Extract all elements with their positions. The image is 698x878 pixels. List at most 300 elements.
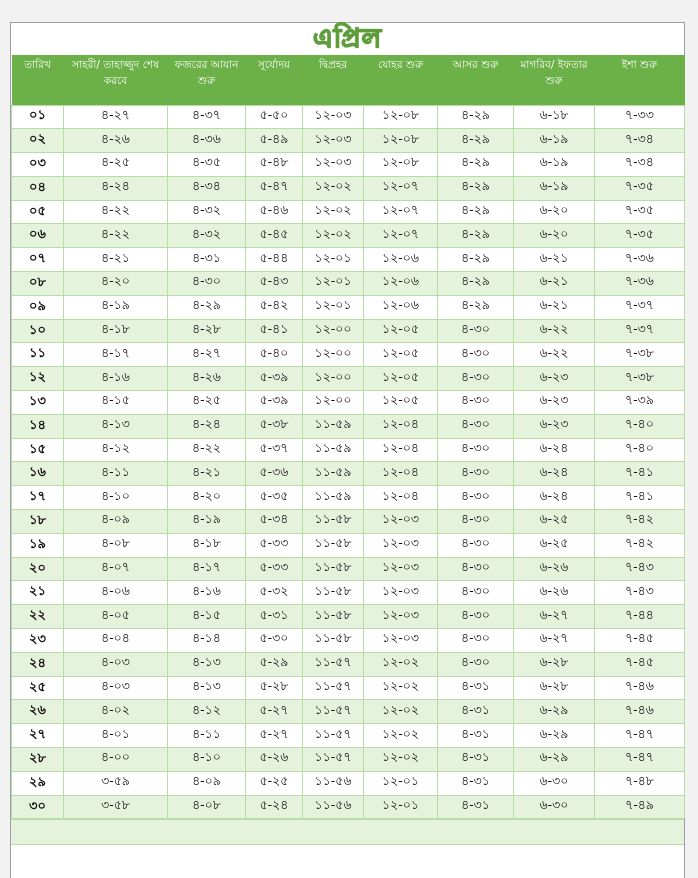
noon-cell: ১২-০৩ bbox=[303, 129, 364, 153]
sehri-cell: ৪-০২ bbox=[64, 700, 168, 724]
table-row bbox=[12, 105, 685, 129]
date-cell: ২৬ bbox=[12, 700, 64, 724]
table-row bbox=[12, 248, 685, 272]
sunrise-cell: ৫-৩৩ bbox=[246, 557, 303, 581]
noon-cell: ১১-৫৯ bbox=[303, 414, 364, 438]
maghrib-cell: ৬-১৯ bbox=[514, 153, 595, 177]
fajr-cell: ৪-১৩ bbox=[168, 652, 246, 676]
fajr-cell: ৪-১৩ bbox=[168, 676, 246, 700]
zuhr-cell: ১২-০২ bbox=[364, 652, 438, 676]
sunrise-cell: ৫-৪১ bbox=[246, 319, 303, 343]
table-row bbox=[12, 724, 685, 748]
maghrib-cell: ৬-২৩ bbox=[514, 391, 595, 415]
sehri-cell: ৪-২৪ bbox=[64, 176, 168, 200]
table-row bbox=[12, 795, 685, 819]
isha-cell: ৭-৩৬ bbox=[595, 248, 685, 272]
fajr-cell: ৪-২৬ bbox=[168, 367, 246, 391]
asr-cell: ৪-২৯ bbox=[438, 129, 514, 153]
sunrise-cell: ৫-২৭ bbox=[246, 700, 303, 724]
asr-cell: ৪-২৯ bbox=[438, 153, 514, 177]
zuhr-cell: ১২-০২ bbox=[364, 724, 438, 748]
table-row bbox=[12, 510, 685, 534]
zuhr-cell: ১২-০৫ bbox=[364, 391, 438, 415]
noon-cell: ১২-০২ bbox=[303, 176, 364, 200]
asr-cell: ৪-৩০ bbox=[438, 414, 514, 438]
zuhr-cell: ১২-০৬ bbox=[364, 272, 438, 296]
noon-cell: ১১-৫৮ bbox=[303, 605, 364, 629]
maghrib-cell: ৬-২৬ bbox=[514, 581, 595, 605]
date-cell: ২৫ bbox=[12, 676, 64, 700]
maghrib-cell: ৬-২০ bbox=[514, 200, 595, 224]
sehri-cell: ৪-২২ bbox=[64, 200, 168, 224]
sunrise-cell: ৫-২৬ bbox=[246, 748, 303, 772]
zuhr-cell: ১২-০৩ bbox=[364, 605, 438, 629]
date-cell: ২০ bbox=[12, 557, 64, 581]
table-row bbox=[12, 391, 685, 415]
fajr-cell: ৪-১৫ bbox=[168, 605, 246, 629]
date-cell: ০৭ bbox=[12, 248, 64, 272]
maghrib-cell: ৬-২১ bbox=[514, 248, 595, 272]
header-asr: আসর শুরু bbox=[438, 55, 514, 105]
fajr-cell: ৪-৩০ bbox=[168, 272, 246, 296]
fajr-cell: ৪-১২ bbox=[168, 700, 246, 724]
isha-cell: ৭-৪৫ bbox=[595, 629, 685, 653]
table-row bbox=[12, 700, 685, 724]
date-cell: ২৪ bbox=[12, 652, 64, 676]
date-cell: ০৪ bbox=[12, 176, 64, 200]
noon-cell: ১১-৫৯ bbox=[303, 486, 364, 510]
date-cell: ১৮ bbox=[12, 510, 64, 534]
fajr-cell: ৪-২২ bbox=[168, 438, 246, 462]
date-cell: ০৩ bbox=[12, 153, 64, 177]
sunrise-cell: ৫-২৪ bbox=[246, 795, 303, 819]
table-row bbox=[12, 224, 685, 248]
maghrib-cell: ৬-৩০ bbox=[514, 795, 595, 819]
asr-cell: ৪-২৯ bbox=[438, 248, 514, 272]
zuhr-cell: ১২-০৫ bbox=[364, 343, 438, 367]
date-cell: ২২ bbox=[12, 605, 64, 629]
asr-cell: ৪-৩০ bbox=[438, 391, 514, 415]
zuhr-cell: ১২-০৭ bbox=[364, 200, 438, 224]
isha-cell: ৭-৩৪ bbox=[595, 153, 685, 177]
date-cell: ২৯ bbox=[12, 771, 64, 795]
noon-cell: ১১-৫৮ bbox=[303, 510, 364, 534]
header-sunrise: সূর্যোদয় bbox=[246, 55, 303, 105]
zuhr-cell: ১২-০৩ bbox=[364, 533, 438, 557]
sehri-cell: ৪-১৫ bbox=[64, 391, 168, 415]
noon-cell: ১২-০৩ bbox=[303, 153, 364, 177]
isha-cell: ৭-৩৫ bbox=[595, 200, 685, 224]
sehri-cell: ৪-১৮ bbox=[64, 319, 168, 343]
zuhr-cell: ১২-০৭ bbox=[364, 176, 438, 200]
sunrise-cell: ৫-৪৬ bbox=[246, 200, 303, 224]
asr-cell: ৪-৩১ bbox=[438, 700, 514, 724]
sehri-cell: ৪-১৬ bbox=[64, 367, 168, 391]
noon-cell: ১২-০৩ bbox=[303, 105, 364, 129]
isha-cell: ৭-৪৫ bbox=[595, 652, 685, 676]
isha-cell: ৭-৪০ bbox=[595, 414, 685, 438]
date-cell: ০১ bbox=[12, 105, 64, 129]
isha-cell: ৭-৩৭ bbox=[595, 319, 685, 343]
asr-cell: ৪-২৯ bbox=[438, 272, 514, 296]
fajr-cell: ৪-১৭ bbox=[168, 557, 246, 581]
isha-cell: ৭-৪৯ bbox=[595, 795, 685, 819]
asr-cell: ৪-৩০ bbox=[438, 510, 514, 534]
noon-cell: ১১-৫৮ bbox=[303, 629, 364, 653]
isha-cell: ৭-৩৭ bbox=[595, 295, 685, 319]
asr-cell: ৪-২৯ bbox=[438, 176, 514, 200]
maghrib-cell: ৬-২২ bbox=[514, 319, 595, 343]
noon-cell: ১২-০২ bbox=[303, 200, 364, 224]
date-cell: ০২ bbox=[12, 129, 64, 153]
fajr-cell: ৪-৩৫ bbox=[168, 153, 246, 177]
date-cell: ০৯ bbox=[12, 295, 64, 319]
date-cell: ১০ bbox=[12, 319, 64, 343]
header-sehri: সাহরী/ তাহাজ্জুদ শেষ করবে bbox=[64, 55, 168, 105]
table-row bbox=[12, 176, 685, 200]
asr-cell: ৪-৩০ bbox=[438, 486, 514, 510]
isha-cell: ৭-৪০ bbox=[595, 438, 685, 462]
isha-cell: ৭-৪৩ bbox=[595, 557, 685, 581]
maghrib-cell: ৬-১৮ bbox=[514, 105, 595, 129]
sehri-cell: ৪-২৭ bbox=[64, 105, 168, 129]
date-cell: ১৩ bbox=[12, 391, 64, 415]
maghrib-cell: ৬-২৪ bbox=[514, 462, 595, 486]
sunrise-cell: ৫-২৫ bbox=[246, 771, 303, 795]
sunrise-cell: ৫-৩৫ bbox=[246, 486, 303, 510]
header-date: তারিখ bbox=[12, 55, 64, 105]
sunrise-cell: ৫-২৯ bbox=[246, 652, 303, 676]
date-cell: ২৩ bbox=[12, 629, 64, 653]
sehri-cell: ৪-০৪ bbox=[64, 629, 168, 653]
maghrib-cell: ৬-২৭ bbox=[514, 629, 595, 653]
header-row bbox=[12, 55, 685, 105]
sehri-cell: ৪-০৮ bbox=[64, 533, 168, 557]
table-row bbox=[12, 295, 685, 319]
asr-cell: ৪-৩১ bbox=[438, 676, 514, 700]
zuhr-cell: ১২-০৩ bbox=[364, 510, 438, 534]
zuhr-cell: ১২-০৪ bbox=[364, 438, 438, 462]
asr-cell: ৪-৩০ bbox=[438, 438, 514, 462]
table-row bbox=[12, 367, 685, 391]
maghrib-cell: ৬-২৮ bbox=[514, 652, 595, 676]
noon-cell: ১২-০০ bbox=[303, 319, 364, 343]
sehri-cell: ৪-২৬ bbox=[64, 129, 168, 153]
maghrib-cell: ৬-২৩ bbox=[514, 367, 595, 391]
sehri-cell: ৪-২০ bbox=[64, 272, 168, 296]
zuhr-cell: ১২-০১ bbox=[364, 795, 438, 819]
sehri-cell: ৪-১১ bbox=[64, 462, 168, 486]
date-cell: ২১ bbox=[12, 581, 64, 605]
maghrib-cell: ৬-২০ bbox=[514, 224, 595, 248]
isha-cell: ৭-৪৬ bbox=[595, 676, 685, 700]
sehri-cell: ৪-০৩ bbox=[64, 652, 168, 676]
asr-cell: ৪-২৯ bbox=[438, 224, 514, 248]
sunrise-cell: ৫-৪৫ bbox=[246, 224, 303, 248]
asr-cell: ৪-৩১ bbox=[438, 771, 514, 795]
zuhr-cell: ১২-০৪ bbox=[364, 414, 438, 438]
isha-cell: ৭-৩৮ bbox=[595, 343, 685, 367]
zuhr-cell: ১২-০৭ bbox=[364, 224, 438, 248]
fajr-cell: ৪-২৪ bbox=[168, 414, 246, 438]
sehri-cell: ৪-০৫ bbox=[64, 605, 168, 629]
zuhr-cell: ১২-০৮ bbox=[364, 153, 438, 177]
maghrib-cell: ৬-২১ bbox=[514, 272, 595, 296]
sehri-cell: ৪-২৫ bbox=[64, 153, 168, 177]
isha-cell: ৭-৪৭ bbox=[595, 748, 685, 772]
sehri-cell: ৪-১২ bbox=[64, 438, 168, 462]
isha-cell: ৭-৪৭ bbox=[595, 724, 685, 748]
sunrise-cell: ৫-৩৩ bbox=[246, 533, 303, 557]
date-cell: ৩০ bbox=[12, 795, 64, 819]
asr-cell: ৪-৩০ bbox=[438, 462, 514, 486]
isha-cell: ৭-৩৫ bbox=[595, 224, 685, 248]
zuhr-cell: ১২-০২ bbox=[364, 700, 438, 724]
fajr-cell: ৪-১০ bbox=[168, 748, 246, 772]
maghrib-cell: ৬-২৩ bbox=[514, 414, 595, 438]
isha-cell: ৭-৪১ bbox=[595, 486, 685, 510]
asr-cell: ৪-২৯ bbox=[438, 200, 514, 224]
asr-cell: ৪-৩০ bbox=[438, 629, 514, 653]
header-fajr: ফজরের আযান শুরু bbox=[168, 55, 246, 105]
noon-cell: ১১-৫৬ bbox=[303, 795, 364, 819]
isha-cell: ৭-৪৮ bbox=[595, 771, 685, 795]
date-cell: ০৮ bbox=[12, 272, 64, 296]
fajr-cell: ৪-১৮ bbox=[168, 533, 246, 557]
fajr-cell: ৪-৩২ bbox=[168, 224, 246, 248]
maghrib-cell: ৬-২৬ bbox=[514, 557, 595, 581]
maghrib-cell: ৬-১৯ bbox=[514, 176, 595, 200]
noon-cell: ১১-৫৭ bbox=[303, 700, 364, 724]
prayer-timetable-sheet bbox=[10, 22, 685, 878]
maghrib-cell: ৬-২১ bbox=[514, 295, 595, 319]
sunrise-cell: ৫-৩৮ bbox=[246, 414, 303, 438]
sehri-cell: ৪-১৭ bbox=[64, 343, 168, 367]
sunrise-cell: ৫-৪৮ bbox=[246, 153, 303, 177]
asr-cell: ৪-২৯ bbox=[438, 295, 514, 319]
table-row bbox=[12, 200, 685, 224]
date-cell: ১৫ bbox=[12, 438, 64, 462]
zuhr-cell: ১২-০৪ bbox=[364, 486, 438, 510]
zuhr-cell: ১২-০৫ bbox=[364, 319, 438, 343]
table-row bbox=[12, 343, 685, 367]
table-row bbox=[12, 748, 685, 772]
asr-cell: ৪-৩০ bbox=[438, 319, 514, 343]
zuhr-cell: ১২-০৮ bbox=[364, 129, 438, 153]
asr-cell: ৪-৩০ bbox=[438, 605, 514, 629]
sunrise-cell: ৫-৩১ bbox=[246, 605, 303, 629]
fajr-cell: ৪-৩২ bbox=[168, 200, 246, 224]
sunrise-cell: ৫-৫০ bbox=[246, 105, 303, 129]
fajr-cell: ৪-১৪ bbox=[168, 629, 246, 653]
fajr-cell: ৪-২৫ bbox=[168, 391, 246, 415]
table-row bbox=[12, 533, 685, 557]
date-cell: ২৮ bbox=[12, 748, 64, 772]
fajr-cell: ৪-০৮ bbox=[168, 795, 246, 819]
asr-cell: ৪-৩১ bbox=[438, 748, 514, 772]
table-row bbox=[12, 462, 685, 486]
fajr-cell: ৪-৩৪ bbox=[168, 176, 246, 200]
asr-cell: ৪-৩০ bbox=[438, 557, 514, 581]
fajr-cell: ৪-২১ bbox=[168, 462, 246, 486]
noon-cell: ১১-৫৮ bbox=[303, 581, 364, 605]
maghrib-cell: ৬-২৫ bbox=[514, 533, 595, 557]
header-noon: দ্বিপ্রহর bbox=[303, 55, 364, 105]
isha-cell: ৭-৪৬ bbox=[595, 700, 685, 724]
table-row bbox=[12, 629, 685, 653]
date-cell: ২৭ bbox=[12, 724, 64, 748]
asr-cell: ৪-৩০ bbox=[438, 367, 514, 391]
table-row bbox=[12, 676, 685, 700]
noon-cell: ১১-৫৮ bbox=[303, 557, 364, 581]
fajr-cell: ৪-২৯ bbox=[168, 295, 246, 319]
noon-cell: ১১-৫৯ bbox=[303, 438, 364, 462]
maghrib-cell: ৬-৩০ bbox=[514, 771, 595, 795]
empty-footer-row bbox=[11, 819, 684, 845]
sunrise-cell: ৫-৪২ bbox=[246, 295, 303, 319]
sunrise-cell: ৫-৩৪ bbox=[246, 510, 303, 534]
fajr-cell: ৪-৩১ bbox=[168, 248, 246, 272]
fajr-cell: ৪-৩৬ bbox=[168, 129, 246, 153]
isha-cell: ৭-৩৮ bbox=[595, 367, 685, 391]
noon-cell: ১২-০০ bbox=[303, 343, 364, 367]
sunrise-cell: ৫-৪৭ bbox=[246, 176, 303, 200]
fajr-cell: ৪-২৭ bbox=[168, 343, 246, 367]
isha-cell: ৭-৪৪ bbox=[595, 605, 685, 629]
noon-cell: ১১-৫৭ bbox=[303, 748, 364, 772]
maghrib-cell: ৬-২৯ bbox=[514, 724, 595, 748]
fajr-cell: ৪-১৯ bbox=[168, 510, 246, 534]
table-row bbox=[12, 771, 685, 795]
isha-cell: ৭-৩৬ bbox=[595, 272, 685, 296]
date-cell: ০৬ bbox=[12, 224, 64, 248]
sunrise-cell: ৫-৪৯ bbox=[246, 129, 303, 153]
maghrib-cell: ৬-২৪ bbox=[514, 438, 595, 462]
sehri-cell: ৪-১৩ bbox=[64, 414, 168, 438]
zuhr-cell: ১২-০১ bbox=[364, 771, 438, 795]
noon-cell: ১১-৫৭ bbox=[303, 652, 364, 676]
asr-cell: ৪-২৯ bbox=[438, 105, 514, 129]
isha-cell: ৭-৪৩ bbox=[595, 581, 685, 605]
noon-cell: ১১-৫৬ bbox=[303, 771, 364, 795]
sehri-cell: ৪-২২ bbox=[64, 224, 168, 248]
table-row bbox=[12, 414, 685, 438]
fajr-cell: ৪-২০ bbox=[168, 486, 246, 510]
noon-cell: ১২-০১ bbox=[303, 272, 364, 296]
zuhr-cell: ১২-০২ bbox=[364, 676, 438, 700]
sehri-cell: ৪-০৭ bbox=[64, 557, 168, 581]
header-isha: ইশা শুরু bbox=[595, 55, 685, 105]
maghrib-cell: ৬-১৯ bbox=[514, 129, 595, 153]
sehri-cell: ৪-০৯ bbox=[64, 510, 168, 534]
date-cell: ১৯ bbox=[12, 533, 64, 557]
month-title: এপ্রিল bbox=[313, 24, 382, 54]
sunrise-cell: ৫-৩৭ bbox=[246, 438, 303, 462]
zuhr-cell: ১২-০৬ bbox=[364, 248, 438, 272]
sehri-cell: ৪-০৩ bbox=[64, 676, 168, 700]
noon-cell: ১২-০০ bbox=[303, 367, 364, 391]
header-zuhr: যোহর শুরু bbox=[364, 55, 438, 105]
zuhr-cell: ১২-০৩ bbox=[364, 629, 438, 653]
asr-cell: ৪-৩০ bbox=[438, 652, 514, 676]
noon-cell: ১১-৫৭ bbox=[303, 724, 364, 748]
zuhr-cell: ১২-০৬ bbox=[364, 295, 438, 319]
sunrise-cell: ৫-৩৯ bbox=[246, 367, 303, 391]
asr-cell: ৪-৩০ bbox=[438, 343, 514, 367]
sunrise-cell: ৫-৩৬ bbox=[246, 462, 303, 486]
prayer-time-table bbox=[11, 55, 685, 819]
maghrib-cell: ৬-২৫ bbox=[514, 510, 595, 534]
date-cell: ১৬ bbox=[12, 462, 64, 486]
maghrib-cell: ৬-২৯ bbox=[514, 748, 595, 772]
noon-cell: ১১-৫৮ bbox=[303, 533, 364, 557]
date-cell: ১৪ bbox=[12, 414, 64, 438]
sunrise-cell: ৫-৪৩ bbox=[246, 272, 303, 296]
zuhr-cell: ১২-০৪ bbox=[364, 462, 438, 486]
isha-cell: ৭-৪১ bbox=[595, 462, 685, 486]
maghrib-cell: ৬-২৮ bbox=[514, 676, 595, 700]
table-row bbox=[12, 319, 685, 343]
sehri-cell: ৪-১০ bbox=[64, 486, 168, 510]
sunrise-cell: ৫-২৭ bbox=[246, 724, 303, 748]
sunrise-cell: ৫-২৮ bbox=[246, 676, 303, 700]
noon-cell: ১২-০১ bbox=[303, 295, 364, 319]
date-cell: ১৭ bbox=[12, 486, 64, 510]
noon-cell: ১১-৫৭ bbox=[303, 676, 364, 700]
noon-cell: ১২-০১ bbox=[303, 248, 364, 272]
sunrise-cell: ৫-৪৪ bbox=[246, 248, 303, 272]
asr-cell: ৪-৩১ bbox=[438, 724, 514, 748]
sehri-cell: ৪-০১ bbox=[64, 724, 168, 748]
isha-cell: ৭-৪২ bbox=[595, 533, 685, 557]
asr-cell: ৪-৩০ bbox=[438, 533, 514, 557]
zuhr-cell: ১২-০২ bbox=[364, 748, 438, 772]
date-cell: ১১ bbox=[12, 343, 64, 367]
isha-cell: ৭-৩৩ bbox=[595, 105, 685, 129]
header-maghrib: মাগরিব/ ইফতার শুরু bbox=[514, 55, 595, 105]
sehri-cell: ৩-৫৯ bbox=[64, 771, 168, 795]
noon-cell: ১১-৫৯ bbox=[303, 462, 364, 486]
sehri-cell: ৪-০৬ bbox=[64, 581, 168, 605]
asr-cell: ৪-৩০ bbox=[438, 581, 514, 605]
fajr-cell: ৪-১৬ bbox=[168, 581, 246, 605]
sunrise-cell: ৫-৩২ bbox=[246, 581, 303, 605]
sunrise-cell: ৫-৩০ bbox=[246, 629, 303, 653]
maghrib-cell: ৬-২৪ bbox=[514, 486, 595, 510]
zuhr-cell: ১২-০৮ bbox=[364, 105, 438, 129]
isha-cell: ৭-৩৫ bbox=[595, 176, 685, 200]
fajr-cell: ৪-০৯ bbox=[168, 771, 246, 795]
zuhr-cell: ১২-০৩ bbox=[364, 581, 438, 605]
table-row bbox=[12, 557, 685, 581]
noon-cell: ১২-০০ bbox=[303, 391, 364, 415]
date-cell: ১২ bbox=[12, 367, 64, 391]
zuhr-cell: ১২-০৫ bbox=[364, 367, 438, 391]
isha-cell: ৭-৩৯ bbox=[595, 391, 685, 415]
maghrib-cell: ৬-২২ bbox=[514, 343, 595, 367]
table-row bbox=[12, 486, 685, 510]
table-row bbox=[12, 129, 685, 153]
sehri-cell: ৪-১৯ bbox=[64, 295, 168, 319]
table-row bbox=[12, 153, 685, 177]
table-row bbox=[12, 438, 685, 462]
fajr-cell: ৪-৩৭ bbox=[168, 105, 246, 129]
noon-cell: ১২-০২ bbox=[303, 224, 364, 248]
sunrise-cell: ৫-৩৯ bbox=[246, 391, 303, 415]
isha-cell: ৭-৩৪ bbox=[595, 129, 685, 153]
maghrib-cell: ৬-২৯ bbox=[514, 700, 595, 724]
table-row bbox=[12, 652, 685, 676]
